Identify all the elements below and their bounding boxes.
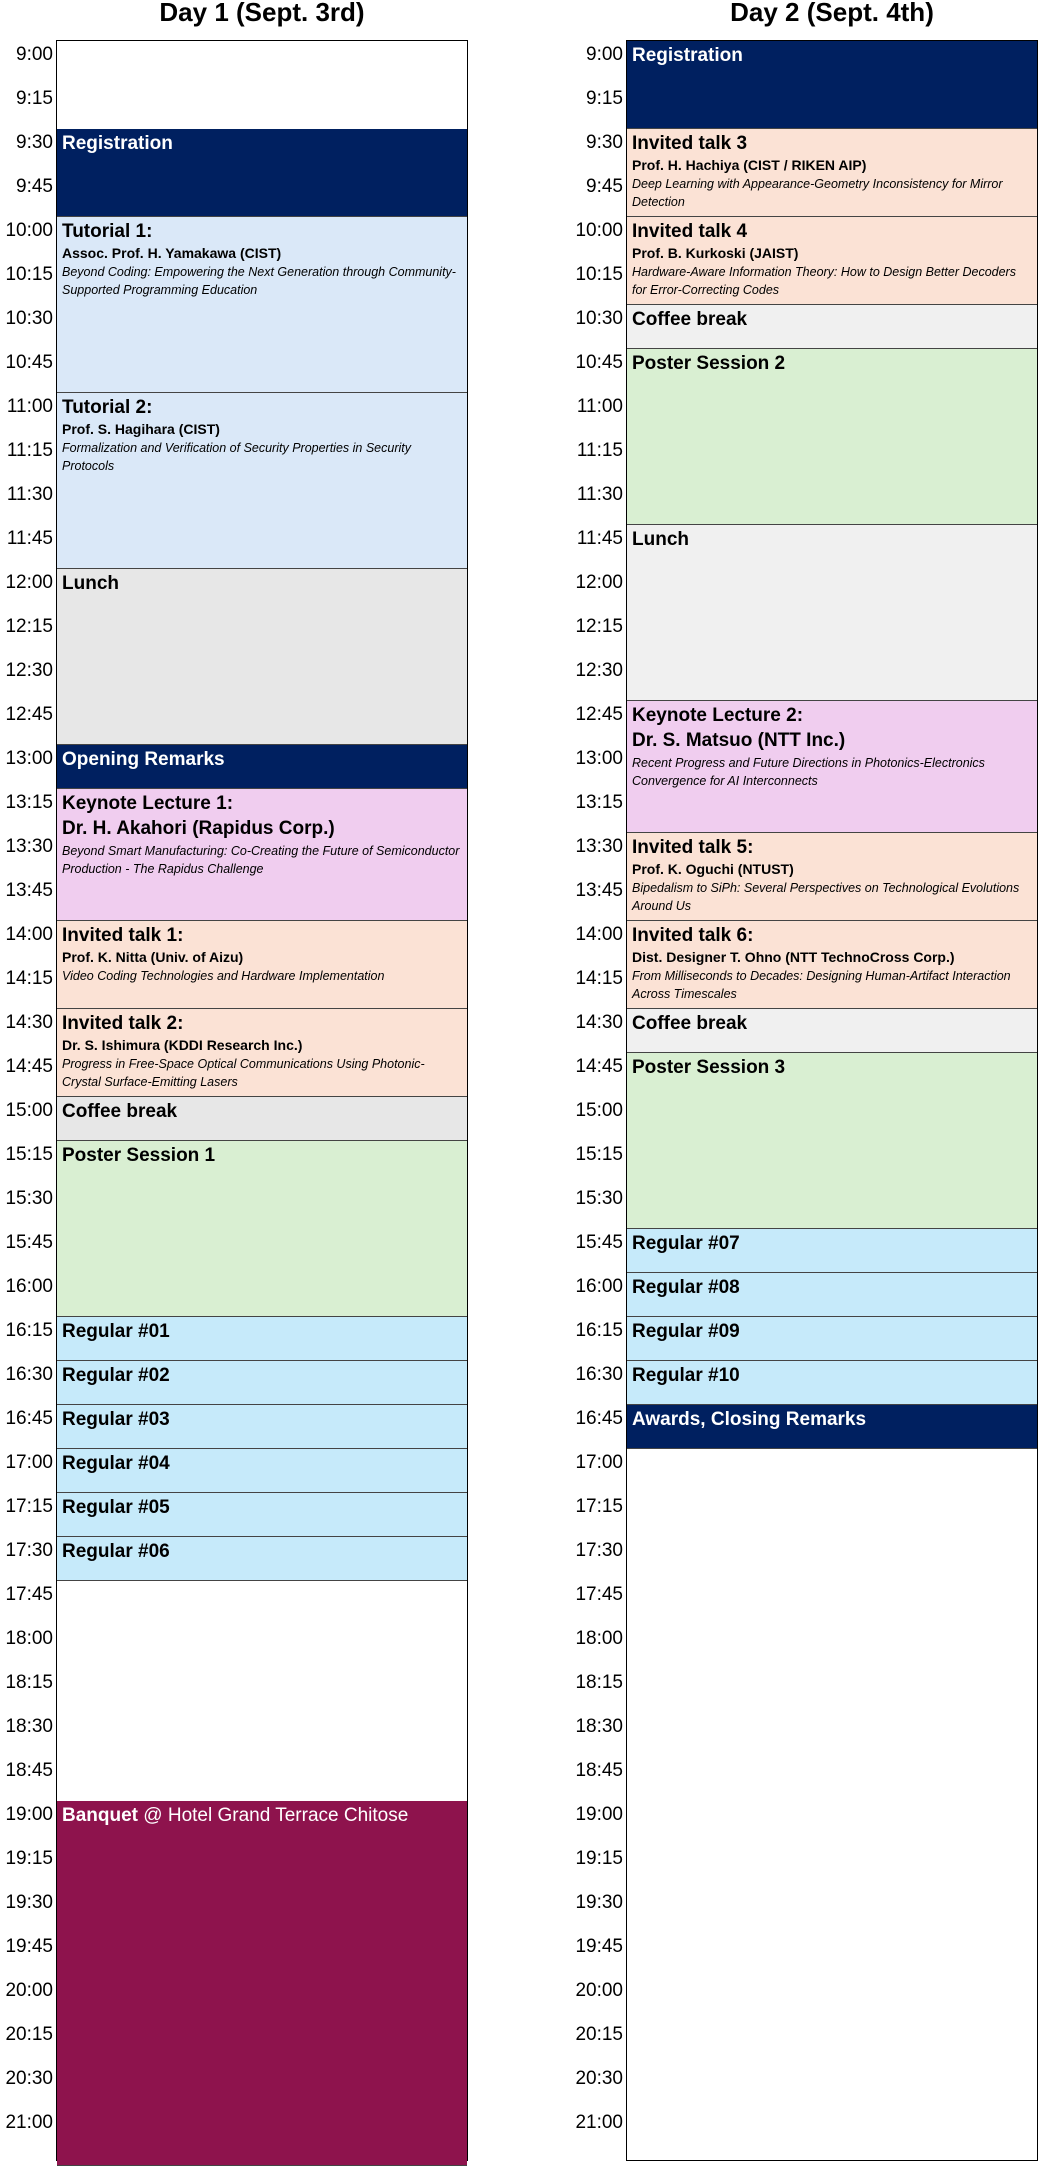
event-title-text: Regular #08 [632,1277,740,1298]
time-label: 18:15 [5,1672,53,1693]
event-title-text: Keynote Lecture 1: [62,793,234,814]
time-label: 15:15 [5,1144,53,1165]
event-title [62,1364,462,1388]
event-title-text: Tutorial 1: [62,221,153,242]
time-label: 13:45 [575,880,623,901]
time-label: 18:00 [5,1628,53,1649]
time-label: 21:00 [575,2112,623,2133]
event-title [632,132,1032,156]
event-title [632,352,1032,376]
time-label: 13:00 [5,748,53,769]
time-label: 13:30 [5,836,53,857]
time-label: 19:00 [5,1804,53,1825]
event-title-text: Invited talk 3 [632,133,748,154]
time-label: 11:45 [6,528,53,549]
event-speaker: Dr. S. Ishimura (KDDI Research Inc.) [62,1037,303,1053]
event-title [62,792,462,816]
time-label: 10:00 [5,220,53,241]
schedule-event [627,921,1037,1009]
time-label: 10:00 [575,220,623,241]
time-label: 9:45 [16,176,53,197]
event-speaker: Prof. H. Hachiya (CIST / RIKEN AIP) [632,157,867,173]
schedule-event [627,833,1037,921]
time-label: 20:30 [5,2068,53,2089]
event-speaker: Assoc. Prof. H. Yamakawa (CIST) [62,245,282,261]
event-description: Video Coding Technologies and Hardware Implementation [62,969,385,983]
time-label: 11:30 [6,484,53,505]
time-label: 11:30 [576,484,623,505]
time-label: 14:00 [575,924,623,945]
time-label: 16:15 [575,1320,623,1341]
event-description: From Milliseconds to Decades: Designing Human-Artifact Interaction Across Timescales [632,969,1011,1001]
time-label: 17:15 [575,1496,623,1517]
schedule-event [57,1801,467,2166]
event-title-text: Poster Session 1 [62,1145,216,1166]
schedule-event [627,701,1037,833]
time-label: 19:30 [575,1892,623,1913]
time-label: 15:00 [575,1100,623,1121]
time-label: 15:45 [575,1232,623,1253]
time-label: 16:45 [5,1408,53,1429]
event-speaker: Prof. S. Hagihara (CIST) [62,421,220,437]
time-label: 18:45 [575,1760,623,1781]
event-title-text: Coffee break [632,309,748,330]
day1-title: Day 1 (Sept. 3rd) [159,0,365,27]
time-label: 14:00 [5,924,53,945]
time-label: 14:30 [575,1012,623,1033]
schedule-event [627,1053,1037,1229]
event-title [62,748,462,772]
event-title-text: Lunch [62,573,119,594]
event-speaker: Dr. S. Matsuo (NTT Inc.) [632,730,846,751]
schedule-event [57,1141,467,1317]
time-label: 20:15 [575,2024,623,2045]
event-title [632,308,1032,332]
schedule-event [627,1405,1037,1449]
schedule-event [627,1317,1037,1361]
schedule-event [57,1097,467,1141]
time-label: 12:15 [575,616,623,637]
event-title-text: Invited talk 2: [62,1013,184,1034]
time-label: 9:30 [586,132,623,153]
time-label: 19:00 [575,1804,623,1825]
time-label: 20:15 [5,2024,53,2045]
time-label: 11:45 [576,528,623,549]
event-description: Bipedalism to SiPh: Several Perspectives on Technological Evolutions Around Us [632,881,1020,913]
time-label: 15:30 [5,1188,53,1209]
time-label: 19:15 [5,1848,53,1869]
time-label: 17:00 [5,1452,53,1473]
time-label: 12:45 [575,704,623,725]
event-title-text: Banquet [62,1805,138,1826]
time-label: 12:45 [5,704,53,725]
time-label: 17:30 [575,1540,623,1561]
schedule-event [57,1317,467,1361]
time-label: 17:30 [5,1540,53,1561]
time-label: 10:30 [5,308,53,329]
time-label: 9:15 [586,88,623,109]
event-title-text: Tutorial 2: [62,397,153,418]
event-title-text: Regular #04 [62,1453,170,1474]
time-label: 17:45 [5,1584,53,1605]
schedule-event [57,1009,467,1097]
event-speaker: Prof. K. Oguchi (NTUST) [632,861,794,877]
event-title [632,924,1032,948]
time-label: 11:00 [6,396,53,417]
time-label: 17:15 [5,1496,53,1517]
time-label: 11:00 [576,396,623,417]
event-title [62,1320,462,1344]
event-title [632,1012,1032,1036]
event-title-text: Lunch [632,529,689,550]
time-label: 17:00 [575,1452,623,1473]
event-title-text: Coffee break [62,1101,178,1122]
event-title [632,1408,1032,1432]
event-title-text: Registration [632,45,743,66]
event-title-text: Invited talk 5: [632,837,754,858]
event-speaker: Prof. B. Kurkoski (JAIST) [632,245,799,261]
schedule-event [627,1361,1037,1405]
event-title-text: Poster Session 2 [632,353,786,374]
schedule-event [57,789,467,921]
event-description: Beyond Coding: Empowering the Next Generation through Community-Supported Programming Education [62,265,456,297]
time-label: 12:00 [575,572,623,593]
event-title-text: Awards, Closing Remarks [632,1409,867,1430]
time-label: 15:00 [5,1100,53,1121]
time-label: 10:30 [575,308,623,329]
time-label: 18:15 [575,1672,623,1693]
schedule-event [627,129,1037,217]
time-label: 18:30 [5,1716,53,1737]
schedule-event [57,1493,467,1537]
time-label: 16:30 [5,1364,53,1385]
time-label: 10:45 [575,352,623,373]
time-label: 14:45 [5,1056,53,1077]
time-label: 9:00 [16,44,53,65]
schedule-event [627,1273,1037,1317]
schedule-event [57,1405,467,1449]
time-label: 15:30 [575,1188,623,1209]
time-label: 16:30 [575,1364,623,1385]
day2-schedule [626,40,1038,2161]
time-label: 19:45 [5,1936,53,1957]
time-label: 13:15 [5,792,53,813]
event-title-text: Registration [62,133,173,154]
event-location: @ Hotel Grand Terrace Chitose [138,1805,409,1826]
time-label: 19:15 [575,1848,623,1869]
event-title [62,1012,462,1036]
event-title [62,1804,462,1828]
time-label: 13:15 [575,792,623,813]
time-label: 9:00 [586,44,623,65]
time-label: 18:30 [575,1716,623,1737]
event-title-text: Opening Remarks [62,749,225,770]
time-label: 15:15 [575,1144,623,1165]
event-title [62,396,462,420]
time-label: 16:15 [5,1320,53,1341]
event-description: Hardware-Aware Information Theory: How to Design Better Decoders for Error-Correcting Codes [632,265,1016,297]
event-title-text: Invited talk 4 [632,221,748,242]
event-description: Progress in Free-Space Optical Communications Using Photonic-Crystal Surface-Emitting Lasers [62,1057,425,1089]
time-label: 10:15 [5,264,53,285]
schedule-event [627,305,1037,349]
event-title [632,220,1032,244]
time-label: 19:45 [575,1936,623,1957]
schedule-event [627,1229,1037,1273]
schedule-event [57,217,467,393]
time-label: 12:30 [575,660,623,681]
event-speaker: Dr. H. Akahori (Rapidus Corp.) [62,818,335,839]
event-title [62,1452,462,1476]
event-title-text: Regular #09 [632,1321,740,1342]
time-label: 13:00 [575,748,623,769]
event-title-text: Invited talk 6: [632,925,754,946]
event-title [62,924,462,948]
schedule-event [57,569,467,745]
event-title [632,1276,1032,1300]
event-title-text: Keynote Lecture 2: [632,705,804,726]
event-title [62,220,462,244]
event-title [632,1364,1032,1388]
time-label: 12:30 [5,660,53,681]
schedule-event [57,921,467,1009]
schedule-event [57,1537,467,1581]
time-label: 10:45 [5,352,53,373]
event-title [632,836,1032,860]
schedule-event [627,217,1037,305]
event-title-text: Regular #07 [632,1233,740,1254]
event-title [632,44,1032,68]
event-title [62,1100,462,1124]
time-label: 20:00 [5,1980,53,2001]
time-label: 9:15 [16,88,53,109]
time-label: 11:15 [576,440,623,461]
time-label: 21:00 [5,2112,53,2133]
schedule-event [57,1361,467,1405]
time-label: 12:00 [5,572,53,593]
time-label: 13:30 [575,836,623,857]
schedule-event [57,129,467,217]
event-title-text: Regular #05 [62,1497,170,1518]
time-label: 9:30 [16,132,53,153]
event-title-text: Regular #01 [62,1321,170,1342]
time-label: 17:45 [575,1584,623,1605]
event-title [632,528,1032,552]
event-description: Formalization and Verification of Security Properties in Security Protocols [62,441,411,473]
event-title-text: Invited talk 1: [62,925,184,946]
time-label: 12:15 [5,616,53,637]
event-speaker: Prof. K. Nitta (Univ. of Aizu) [62,949,244,965]
event-title [62,1408,462,1432]
time-label: 20:30 [575,2068,623,2089]
event-title-text: Regular #06 [62,1541,170,1562]
time-label: 15:45 [5,1232,53,1253]
event-title [632,1320,1032,1344]
event-title-text: Regular #10 [632,1365,740,1386]
time-label: 14:15 [575,968,623,989]
event-title [632,1232,1032,1256]
schedule-event [627,41,1037,129]
time-label: 16:45 [575,1408,623,1429]
time-label: 19:30 [5,1892,53,1913]
schedule-event [627,525,1037,701]
event-title [62,132,462,156]
time-label: 16:00 [5,1276,53,1297]
event-title-text: Regular #03 [62,1409,170,1430]
event-title-text: Regular #02 [62,1365,170,1386]
day1-schedule [56,40,468,2161]
event-speaker: Dist. Designer T. Ohno (NTT TechnoCross Corp.) [632,949,955,965]
time-label: 14:30 [5,1012,53,1033]
event-description: Beyond Smart Manufacturing: Co-Creating the Future of Semiconductor Production - The Rapidus Challenge [62,844,460,876]
event-title-text: Coffee break [632,1013,748,1034]
schedule-event [627,349,1037,525]
event-description: Recent Progress and Future Directions in Photonics-Electronics Convergence for AI Interconnects [632,756,985,788]
time-label: 11:15 [6,440,53,461]
time-label: 14:45 [575,1056,623,1077]
schedule-event [627,1009,1037,1053]
event-title-text: Poster Session 3 [632,1057,786,1078]
schedule-event [57,745,467,789]
event-title [632,704,1032,728]
schedule-event [57,393,467,569]
event-title [632,1056,1032,1080]
event-title [62,1144,462,1168]
event-title [62,1496,462,1520]
time-label: 10:15 [575,264,623,285]
time-label: 18:00 [575,1628,623,1649]
event-description: Deep Learning with Appearance-Geometry Inconsistency for Mirror Detection [632,177,1003,209]
time-label: 13:45 [5,880,53,901]
time-label: 14:15 [5,968,53,989]
schedule-event [57,1449,467,1493]
event-title [62,572,462,596]
time-label: 20:00 [575,1980,623,2001]
event-title [62,1540,462,1564]
day2-title: Day 2 (Sept. 4th) [730,0,934,27]
time-label: 9:45 [586,176,623,197]
time-label: 18:45 [5,1760,53,1781]
time-label: 16:00 [575,1276,623,1297]
